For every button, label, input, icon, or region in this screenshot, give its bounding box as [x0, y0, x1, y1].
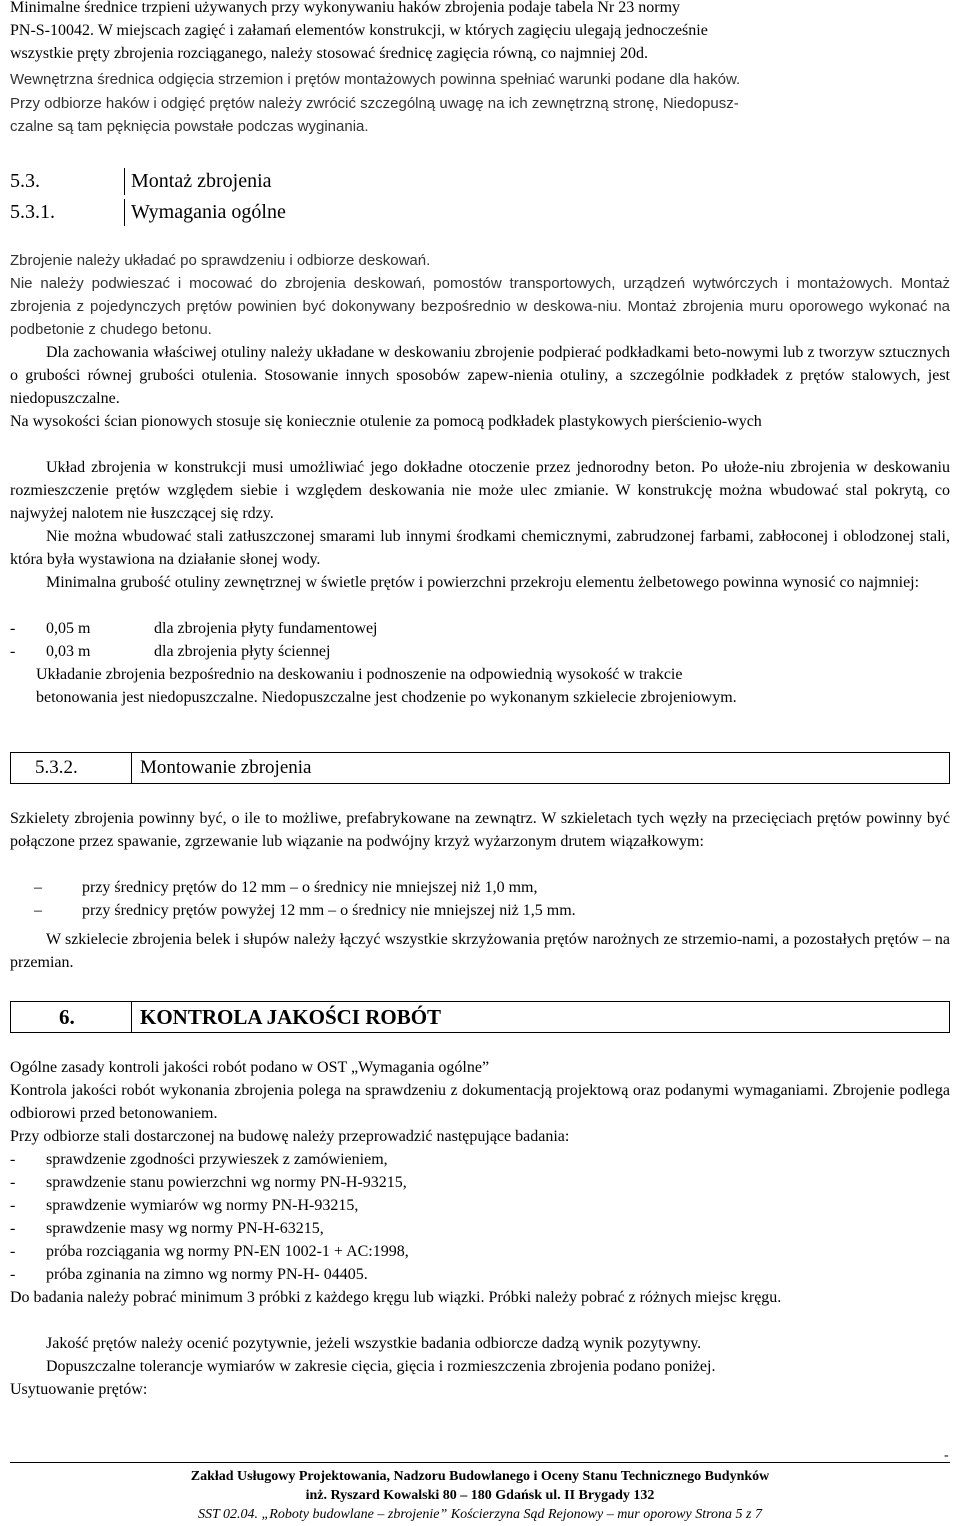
list-item: - 0,05 m dla zbrojenia płyty fundamentowej	[10, 620, 378, 637]
list-item: - sprawdzenie zgodności przywieszek z zamówieniem,	[10, 1151, 388, 1168]
section-title: KONTROLA JAKOŚCI ROBÓT	[131, 1002, 441, 1032]
footer-doc-info: SST 02.04. „Roboty budowlane – zbrojenie” Kościerzyna Sąd Rejonowy – mur oporowy Strona 5 z 7	[197, 1507, 762, 1522]
sec6-paragraph-6: Dopuszczalne tolerancje wymiarów w zakresie cięcia, gięcia i rozmieszczenia zbrojenia podano poniżej.	[46, 1358, 716, 1375]
sec531-paragraph-2: Nie należy podwieszać i mocować do zbrojenia deskowań, pomostów transportowych, urządzeń wytwórczych i montażowych. Montaż zbrojenia z pojedynczych prętów powinien być dokonywany bezpośrednio w deskowa-niu. Montaż zbrojenia muru oporowego wykonać na podbetonie z chudego betonu.	[10, 275, 950, 338]
list-item: - sprawdzenie stanu powierzchni wg normy PN-H-93215,	[10, 1174, 407, 1191]
list-item: - próba zginania na zimno wg normy PN-H- 04405.	[10, 1266, 368, 1283]
section-number: 6.	[59, 1005, 75, 1029]
list-item: – przy średnicy prętów do 12 mm – o średnicy nie mniejszej niż 1,0 mm,	[34, 879, 538, 896]
sec531-paragraph-3: Dla zachowania właściwej otuliny należy układane w deskowaniu zbrojenie podpierać podkładkami beto-nowymi lub z tworzyw sztucznych o grubości równej grubości otulenia. Stosowanie innych sposobów zapew-nienia otuliny, a szczególnie podkładek z prętów stalowych, jest niedopuszczalne.	[10, 344, 950, 407]
section-5-3-2-heading	[10, 752, 950, 784]
sec6-paragraph-2: Kontrola jakości robót wykonania zbrojenia polega na sprawdzeniu z dokumentacją projektową oraz podanymi wymaganiami. Zbrojenie podlega odbiorowi przed betonowaniem.	[10, 1082, 950, 1122]
sec532-paragraph-1: Szkielety zbrojenia powinny być, o ile to możliwe, prefabrykowane na zewnątrz. W szkieletach tych węzły na przecięciach prętów powinny być połączone przez spawanie, zgrzewanie lub wiązanie na podwójny krzyż wyżarzonym drutem wiązałkowym:	[10, 810, 950, 850]
sec6-paragraph-7: Usytuowanie prętów:	[10, 1381, 148, 1398]
intro-paragraph-2: Wewnętrzna średnica odgięcia strzemion i prętów montażowych powinna spełniać warunki podane dla haków.	[10, 71, 741, 88]
sec6-paragraph-1: Ogólne zasady kontroli jakości robót podano w OST „Wymagania ogólne”	[10, 1059, 490, 1076]
section-title: Montaż zbrojenia	[124, 168, 272, 195]
footer	[0, 1467, 960, 1524]
list-item: - sprawdzenie wymiarów wg normy PN-H-93215,	[10, 1197, 359, 1214]
section-number: 5.3.2.	[35, 757, 78, 778]
intro-paragraph-1	[10, 0, 950, 65]
sec531-paragraph-4: Na wysokości ścian pionowych stosuje się koniecznie otulenie za pomocą podkładek plastykowych pierścienio-wych	[10, 413, 762, 430]
sec531-paragraph-7: Minimalna grubość otuliny zewnętrznej w świetle prętów i powierzchni przekroju elementu żelbetowego powinna wynosić co najmniej:	[46, 574, 920, 591]
section-title: Montowanie zbrojenia	[131, 753, 311, 783]
list-item: - próba rozciągania wg normy PN-EN 1002-1 + AC:1998,	[10, 1243, 409, 1260]
cover-list	[10, 617, 950, 663]
sec531-paragraph-8: Układanie zbrojenia bezpośrednio na deskowaniu i podnoszenie na odpowiednią wysokość w trakcie betonowania jest niedopuszczalne. Niedopuszczalne jest chodzenie po wykonanym szkielecie zbrojeniowym.	[36, 666, 737, 706]
section-6-heading	[10, 1001, 950, 1033]
intro-paragraph-3: Przy odbiorze haków i odgięć prętów należy zwrócić szczególną uwagę na ich zewnętrzną stronę, Niedopusz- czalne są tam pęknięcia powstałe podczas wyginania.	[10, 95, 739, 135]
sec6-paragraph-5: Jakość prętów należy ocenić pozytywnie, jeżeli wszystkie badania odbiorcze dadzą wynik pozytywny.	[46, 1335, 702, 1352]
footer-company: Zakład Usługowy Projektowania, Nadzoru Budowlanego i Oceny Stanu Technicznego Budynków	[190, 1469, 770, 1484]
footer-divider	[10, 1462, 950, 1463]
footer-dash: -	[944, 1448, 949, 1463]
intro-line-2: PN-S-10042. W miejscach zagięć i załamań elementów konstrukcji, w których zagięciu ulegają jednocześnie	[10, 22, 708, 39]
section-title: Wymagania ogólne	[124, 199, 286, 226]
section-5-3-1-heading	[10, 199, 286, 226]
intro-line-1: Minimalne średnice trzpieni używanych przy wykonywaniu haków zbrojenia podaje tabela Nr 23 normy	[10, 0, 681, 16]
joint-list	[10, 876, 950, 922]
sec532-paragraph-2: W szkielecie zbrojenia belek i słupów należy łączyć wszystkie skrzyżowania prętów narożnych ze strzemio-nami, a pozostałych prętów – na przemian.	[10, 931, 950, 971]
intro-line-3: wszystkie pręty zbrojenia rozciąganego, należy stosować średnicę zagięcia równą, co najmniej 20d.	[10, 45, 648, 62]
sec6-paragraph-3: Przy odbiorze stali dostarczonej na budowę należy przeprowadzić następujące badania:	[10, 1128, 570, 1145]
section-number: 5.3.	[10, 170, 40, 192]
tests-list	[10, 1148, 950, 1286]
sec531-paragraph-1: Zbrojenie należy układać po sprawdzeniu i odbiorze deskowań.	[10, 252, 431, 269]
sec6-paragraph-4: Do badania należy pobrać minimum 3 próbki z każdego kręgu lub wiązki. Próbki należy pobrać z różnych miejsc kręgu.	[10, 1289, 782, 1306]
list-item: - sprawdzenie masy wg normy PN-H-63215,	[10, 1220, 324, 1237]
list-item: – przy średnicy prętów powyżej 12 mm – o średnicy nie mniejszej niż 1,5 mm.	[34, 902, 576, 919]
footer-address: inż. Ryszard Kowalski 80 – 180 Gdańsk ul. II Brygady 132	[305, 1488, 655, 1503]
section-number: 5.3.1.	[10, 201, 55, 223]
sec531-paragraph-6: Nie można wbudować stali zatłuszczonej smarami lub innymi środkami chemicznymi, zabrudzonej farbami, zabłoconej i oblodzonej stali, która była wystawiona na działanie słonej wody.	[10, 528, 950, 568]
section-5-3-heading	[10, 168, 272, 195]
sec531-paragraph-5: Układ zbrojenia w konstrukcji musi umożliwiać jego dokładne otoczenie przez jednorodny beton. Po ułoże-niu zbrojenia w deskowaniu rozmieszczenie prętów względem siebie i względem deskowania nie może ulec zmianie. W konstrukcję można wbudować stal pokrytą, co najwyżej nalotem nie łuszczącej się rdzy.	[10, 459, 950, 522]
list-item: - 0,03 m dla zbrojenia płyty ściennej	[10, 643, 331, 660]
